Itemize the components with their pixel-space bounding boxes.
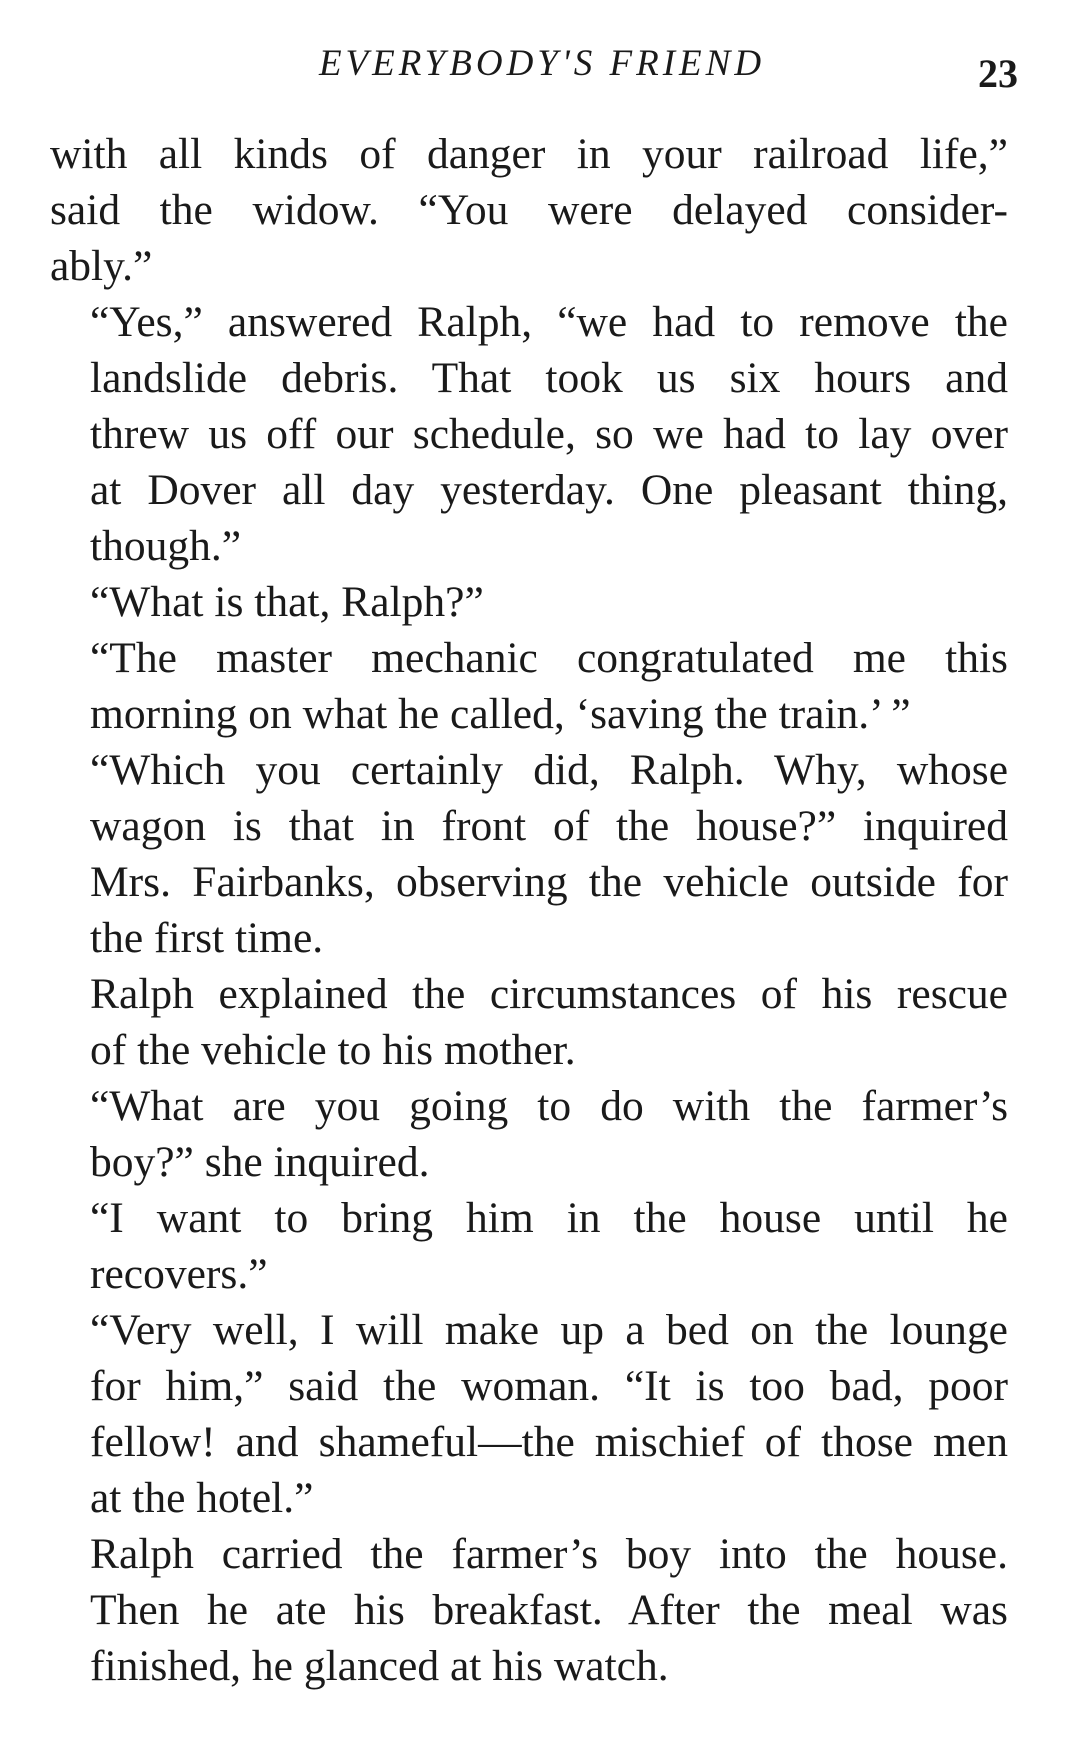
text-line: though.” [90,522,242,570]
text-line: Mrs. Fairbanks, observing the vehicle outside for [90,858,1008,906]
text-line: “Which you certainly did, Ralph. Why, whose [90,746,1008,794]
text-line: for him,” said the woman. “It is too bad, poor [90,1362,1008,1410]
text-line: of the vehicle to his mother. [90,1026,576,1074]
paragraph [50,1190,1008,1302]
paragraph [50,294,1008,574]
text-line: “The master mechanic congratulated me this [90,634,1008,682]
paragraph [50,574,1008,630]
text-line: finished, he glanced at his watch. [90,1642,669,1690]
paragraph [50,1302,1008,1526]
page-number: 23 [978,51,1018,96]
paragraph [50,1078,1008,1190]
text-line: “What are you going to do with the farmer’s [90,1082,1008,1130]
text-line: morning on what he called, ‘saving the train.’ ” [90,690,911,738]
text-line: Ralph carried the farmer’s boy into the house. [90,1530,1008,1578]
text-line: “Yes,” answered Ralph, “we had to remove the [90,298,1008,346]
text-line: Ralph explained the circumstances of his rescue [90,970,1008,1018]
text-line: landslide debris. That took us six hours and [90,354,1008,402]
text-line: recovers.” [90,1250,268,1298]
text-line: fellow! and shameful—the mischief of those men [90,1418,1008,1466]
text-line: Then he ate his breakfast. After the meal was [90,1586,1008,1634]
text-line: ably.” [50,242,153,290]
text-line: at Dover all day yesterday. One pleasant thing, [90,466,1008,514]
paragraph [50,742,1008,966]
text-line: “I want to bring him in the house until he [90,1194,1008,1242]
paragraph [50,630,1008,742]
paragraph [50,126,1008,294]
text-line: wagon is that in front of the house?” inquired [90,802,1008,850]
text-line: threw us off our schedule, so we had to lay over [90,410,1008,458]
running-title: EVERYBODY'S FRIEND [318,43,766,84]
text-line: the first time. [90,914,324,962]
paragraph [50,1526,1008,1694]
body-text [50,126,1008,1694]
text-line: at the hotel.” [90,1474,314,1522]
text-line: said the widow. “You were delayed consider- [50,186,1008,234]
text-line: “What is that, Ralph?” [90,578,484,626]
text-line: with all kinds of danger in your railroad life,” [50,130,1008,178]
paragraph [50,966,1008,1078]
text-line: “Very well, I will make up a bed on the lounge [90,1306,1008,1354]
running-head [0,36,1084,96]
text-line: boy?” she inquired. [90,1138,430,1186]
